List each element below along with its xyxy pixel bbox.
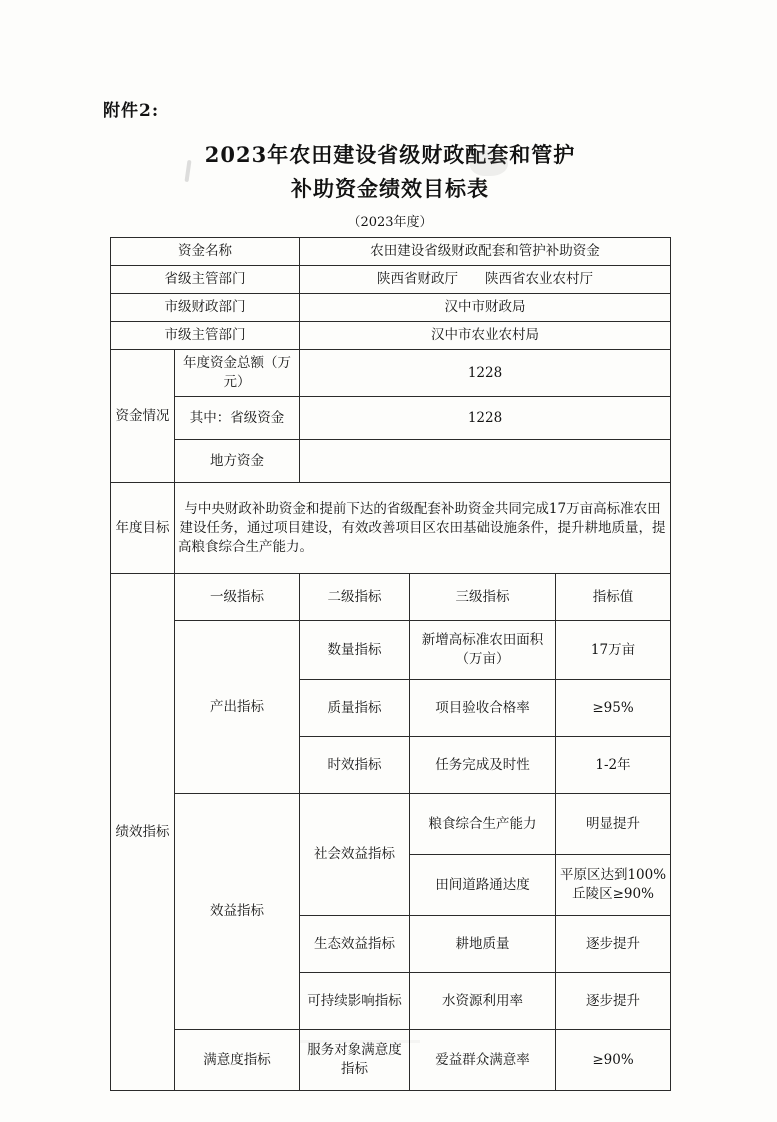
indicator-value: 1-2年 — [556, 737, 671, 794]
province-dept-label: 省级主管部门 — [111, 266, 300, 294]
indicator-level2: 时效指标 — [300, 737, 410, 794]
ink-smudge-icon — [470, 150, 508, 176]
city-finance-value: 汉中市财政局 — [300, 294, 671, 322]
column-header-level1: 一级指标 — [175, 574, 300, 621]
column-header-level2: 二级指标 — [300, 574, 410, 621]
local-fund-value — [300, 440, 671, 483]
indicator-level2: 质量指标 — [300, 680, 410, 737]
annual-total-value: 1228 — [300, 350, 671, 397]
table-row — [111, 483, 671, 574]
indicator-level3: 新增高标准农田面积（万亩） — [410, 621, 556, 680]
table-row — [111, 397, 671, 440]
page-subtitle: （2023年度） — [347, 215, 433, 230]
city-dept-value: 汉中市农业农村局 — [300, 322, 671, 350]
indicator-level2: 社会效益指标 — [300, 794, 410, 916]
table-row — [111, 322, 671, 350]
indicator-level3: 水资源利用率 — [410, 973, 556, 1030]
fund-name-value: 农田建设省级财政配套和管护补助资金 — [300, 238, 671, 266]
performance-goal-table — [110, 237, 671, 1091]
table-row — [111, 440, 671, 483]
indicator-level1-benefit: 效益指标 — [175, 794, 300, 1030]
local-fund-label: 地方资金 — [175, 440, 300, 483]
province-dept-value: 陕西省财政厅 陕西省农业农村厅 — [300, 266, 671, 294]
annual-goal-value: 与中央财政补助资金和提前下达的省级配套补助资金共同完成17万亩高标准农田建设任务，通过项目建设，有效改善项目区农田基础设施条件，提升耕地质量，提高粮食综合生产能力。 — [175, 483, 671, 574]
attachment-label: 附件2: — [103, 101, 160, 121]
indicator-value: ≥95% — [556, 680, 671, 737]
table-row — [111, 266, 671, 294]
indicator-level1-satisfaction: 满意度指标 — [175, 1030, 300, 1091]
indicator-value: 17万亩 — [556, 621, 671, 680]
page-title — [110, 138, 670, 206]
indicator-level2: 数量指标 — [300, 621, 410, 680]
column-header-value: 指标值 — [556, 574, 671, 621]
indicator-level3: 耕地质量 — [410, 916, 556, 973]
indicator-level3: 粮食综合生产能力 — [410, 794, 556, 855]
annual-total-label: 年度资金总额（万元） — [175, 350, 300, 397]
indicator-level3: 爱益群众满意率 — [410, 1030, 556, 1091]
table-row — [111, 238, 671, 266]
annual-goal-label: 年度目标 — [111, 483, 175, 574]
fund-situation-label-text: 资金情况 — [115, 407, 170, 424]
indicator-value: 明显提升 — [556, 794, 671, 855]
table-row — [111, 574, 671, 621]
table-row — [111, 294, 671, 322]
indicator-value: 逐步提升 — [556, 973, 671, 1030]
indicator-value: 逐步提升 — [556, 916, 671, 973]
fund-name-label: 资金名称 — [111, 238, 300, 266]
performance-indicator-label — [111, 574, 175, 1091]
page-title-line1: 2023年农田建设省级财政配套和管护 — [204, 142, 576, 167]
indicator-level3: 项目验收合格率 — [410, 680, 556, 737]
fund-situation-label — [111, 350, 175, 483]
city-finance-label: 市级财政部门 — [111, 294, 300, 322]
indicator-level2: 生态效益指标 — [300, 916, 410, 973]
indicator-value: 平原区达到100%丘陵区≥90% — [556, 855, 671, 916]
indicator-level1-output: 产出指标 — [175, 621, 300, 794]
column-header-level3: 三级指标 — [410, 574, 556, 621]
indicator-level3: 田间道路通达度 — [410, 855, 556, 916]
table-row — [111, 621, 671, 680]
province-fund-label: 其中：省级资金 — [175, 397, 300, 440]
performance-indicator-label-text: 绩效指标 — [115, 823, 170, 840]
indicator-level2: 服务对象满意度指标 — [300, 1030, 410, 1091]
province-fund-value: 1228 — [300, 397, 671, 440]
table-row — [111, 1030, 671, 1091]
city-dept-label: 市级主管部门 — [111, 322, 300, 350]
table-row — [111, 794, 671, 855]
indicator-level3: 任务完成及时性 — [410, 737, 556, 794]
indicator-value: ≥90% — [556, 1030, 671, 1091]
page-title-line2: 补助资金绩效目标表 — [291, 176, 489, 201]
indicator-level2: 可持续影响指标 — [300, 973, 410, 1030]
table-row — [111, 350, 671, 397]
